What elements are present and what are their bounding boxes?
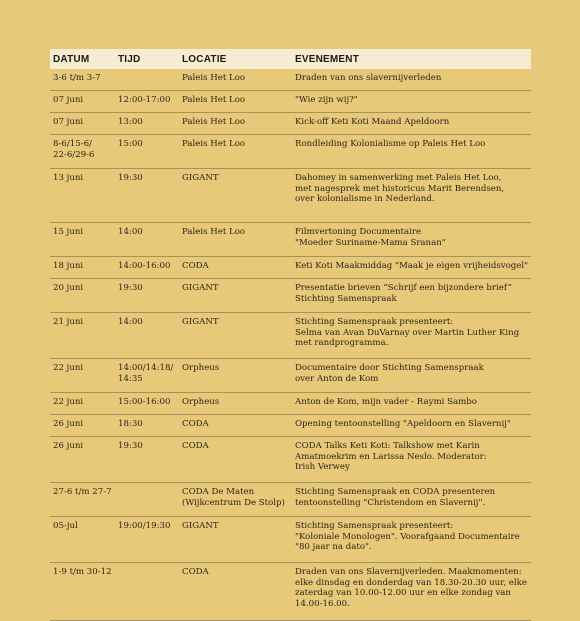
- cell-locatie: GIGANT: [178, 279, 291, 313]
- cell-tijd: 19:30: [114, 169, 178, 223]
- table-row: [50, 313, 531, 359]
- cell-datum: 1-9 t/m 30-12: [50, 563, 114, 621]
- cell-datum: 3-6 t/m 3-7: [50, 69, 114, 91]
- table-row: [50, 113, 531, 135]
- cell-evenement: Dahomey in samenwerking met Paleis Het Loo, met nagesprek met historicus Marit Berendsen, over kolonialisme in Nederland.: [291, 169, 531, 223]
- cell-evenement: Stichting Samenspraak presenteert: Selma van Avan DuVarnay over Martin Luther King met randprogramma.: [291, 313, 531, 359]
- cell-evenement: Stichting Samenspraak presenteert: "Koloniale Monologen". Voorafgaand Documentaire "80 jaar na dato".: [291, 517, 531, 563]
- cell-evenement: Rondleiding Kolonialisme op Paleis Het Loo: [291, 135, 531, 169]
- cell-locatie: Paleis Het Loo: [178, 91, 291, 113]
- cell-datum: 07 juni: [50, 113, 114, 135]
- cell-tijd: 13:00: [114, 113, 178, 135]
- header-datum: DATUM: [53, 53, 90, 65]
- cell-locatie: Orpheus: [178, 359, 291, 393]
- table-row: [50, 359, 531, 393]
- cell-locatie: Paleis Het Loo: [178, 135, 291, 169]
- cell-locatie: CODA: [178, 563, 291, 621]
- header-tijd: TIJD: [118, 53, 141, 65]
- cell-tijd: 14:00/14:18/ 14:35: [114, 359, 178, 393]
- cell-datum: 18 juni: [50, 257, 114, 279]
- cell-evenement: Draden van ons slavernijverleden: [291, 69, 531, 91]
- cell-evenement: Filmvertoning Documentaire "Moeder Suriname-Mama Sranan": [291, 223, 531, 257]
- cell-tijd: 14:00: [114, 313, 178, 359]
- table-row: [50, 517, 531, 563]
- cell-datum: 27-6 t/m 27-7: [50, 483, 114, 517]
- cell-datum: 22 juni: [50, 359, 114, 393]
- table-row: [50, 437, 531, 483]
- cell-locatie: CODA: [178, 415, 291, 437]
- cell-datum: 26 juni: [50, 415, 114, 437]
- table-row: [50, 483, 531, 517]
- cell-tijd: 14:00: [114, 223, 178, 257]
- cell-tijd: 14:00-16:00: [114, 257, 178, 279]
- cell-datum: 8-6/15-6/ 22-6/29-6: [50, 135, 114, 169]
- cell-evenement: Draden van ons Slavernijverleden. Maakmomenten: elke dinsdag en donderdag van 18.30-20.30 uur, elke zaterdag van 10.00-12.00 uur en elke zondag van 14.00-16.00.: [291, 563, 531, 621]
- cell-evenement: "Wie zijn wij?": [291, 91, 531, 113]
- table-row: [50, 279, 531, 313]
- table-header-row: [50, 49, 531, 69]
- cell-tijd: 19:30: [114, 437, 178, 483]
- table-row: [50, 69, 531, 91]
- cell-tijd: 18:30: [114, 415, 178, 437]
- cell-datum: 15 juni: [50, 223, 114, 257]
- cell-datum: 20 juni: [50, 279, 114, 313]
- cell-datum: 05-jul: [50, 517, 114, 563]
- cell-evenement: Documentaire door Stichting Samenspraak over Anton de Kom: [291, 359, 531, 393]
- cell-evenement: Anton de Kom, mijn vader - Raymi Sambo: [291, 393, 531, 415]
- cell-locatie: GIGANT: [178, 169, 291, 223]
- header-evenement: EVENEMENT: [295, 53, 360, 65]
- cell-evenement: Keti Koti Maakmiddag "Maak je eigen vrijheidsvogel": [291, 257, 531, 279]
- cell-tijd: [114, 563, 178, 621]
- cell-tijd: 15:00-16:00: [114, 393, 178, 415]
- table-row: [50, 257, 531, 279]
- events-table: [50, 49, 531, 621]
- cell-locatie: Orpheus: [178, 393, 291, 415]
- cell-tijd: 15:00: [114, 135, 178, 169]
- cell-tijd: [114, 69, 178, 91]
- cell-locatie: Paleis Het Loo: [178, 113, 291, 135]
- cell-evenement: Presentatie brieven “Schrijf een bijzondere brief” Stichting Samenspraak: [291, 279, 531, 313]
- cell-tijd: 19:30: [114, 279, 178, 313]
- cell-locatie: GIGANT: [178, 313, 291, 359]
- cell-datum: 07 juni: [50, 91, 114, 113]
- table-row: [50, 169, 531, 223]
- table-row: [50, 563, 531, 621]
- cell-locatie: Paleis Het Loo: [178, 69, 291, 91]
- cell-locatie: CODA: [178, 437, 291, 483]
- cell-locatie: GIGANT: [178, 517, 291, 563]
- cell-datum: 21 juni: [50, 313, 114, 359]
- cell-datum: 26 juni: [50, 437, 114, 483]
- table-row: [50, 223, 531, 257]
- cell-locatie: CODA De Maten (Wijkcentrum De Stolp): [178, 483, 291, 517]
- table-row: [50, 415, 531, 437]
- cell-tijd: 12:00-17:00: [114, 91, 178, 113]
- header-locatie: LOCATIE: [182, 53, 227, 65]
- table-row: [50, 91, 531, 113]
- cell-evenement: Opening tentoonstelling "Apeldoorn en Slavernij": [291, 415, 531, 437]
- cell-datum: 13 juni: [50, 169, 114, 223]
- cell-evenement: Kick-off Keti Koti Maand Apeldoorn: [291, 113, 531, 135]
- cell-locatie: Paleis Het Loo: [178, 223, 291, 257]
- cell-locatie: CODA: [178, 257, 291, 279]
- cell-tijd: 19:00/19:30: [114, 517, 178, 563]
- cell-datum: 22 juni: [50, 393, 114, 415]
- cell-evenement: CODA Talks Keti Koti: Talkshow met Karin Amatmoekrim en Larissa Neslo. Moderator: Irish Verwey: [291, 437, 531, 483]
- cell-tijd: [114, 483, 178, 517]
- cell-evenement: Stichting Samenspraak en CODA presenteren tentoonstelling "Christendom en Slavernij".: [291, 483, 531, 517]
- table-row: [50, 393, 531, 415]
- table-row: [50, 135, 531, 169]
